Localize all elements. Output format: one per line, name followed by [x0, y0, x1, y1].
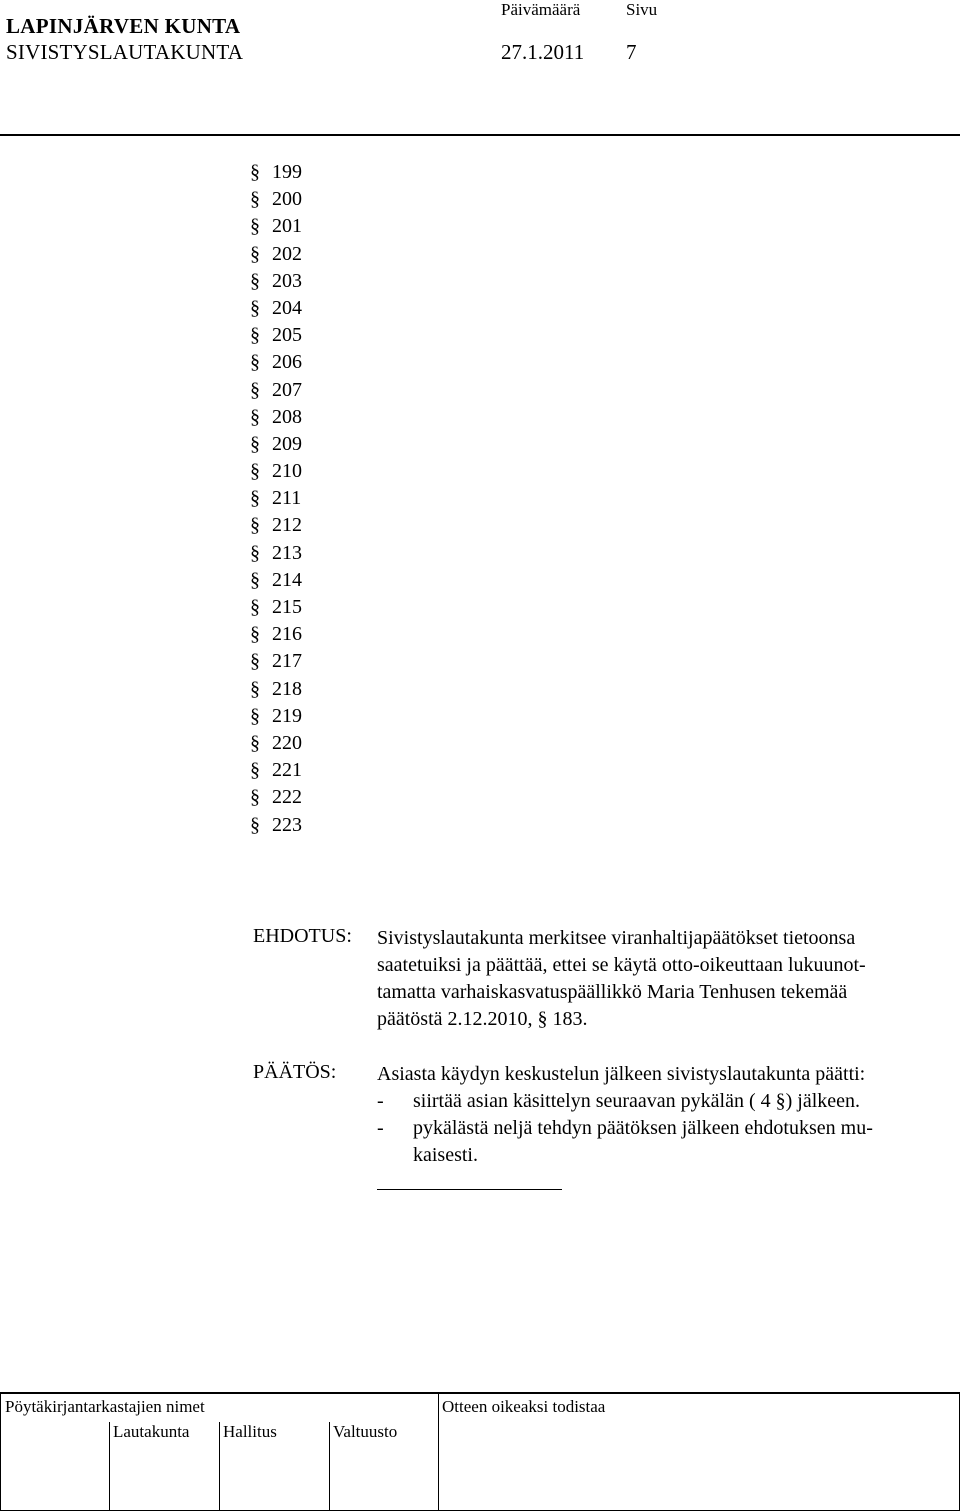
section-symbol: §	[250, 596, 260, 618]
section-number: 216	[272, 623, 302, 646]
section-item	[250, 784, 302, 811]
section-symbol: §	[250, 677, 260, 700]
section-symbol: §	[250, 487, 260, 510]
decision-item-continuation: kaisesti.	[413, 1144, 478, 1166]
section-item	[250, 812, 302, 839]
list-dash: -	[377, 1090, 384, 1112]
section-item	[250, 295, 302, 322]
section-symbol: §	[250, 650, 260, 673]
decision-label: PÄÄTÖS:	[253, 1061, 337, 1083]
section-number: 221	[272, 759, 302, 782]
proposal-line: tamatta varhaiskasvatuspäällikkö Maria Tenhusen tekemää	[377, 981, 848, 1003]
section-item	[250, 703, 302, 730]
proposal-line: päätöstä 2.12.2010, § 183.	[377, 1008, 588, 1030]
section-symbol: §	[250, 161, 260, 183]
section-item	[250, 621, 302, 648]
section-list	[250, 159, 302, 839]
section-item	[250, 404, 302, 431]
section-item	[250, 648, 302, 675]
meeting-date: 27.1.2011	[501, 40, 585, 64]
section-symbol: §	[250, 215, 260, 238]
section-item	[250, 322, 302, 349]
section-number: 210	[272, 460, 302, 483]
signature-footer	[0, 1392, 960, 1511]
section-number: 205	[272, 324, 302, 347]
section-number: 199	[272, 161, 302, 183]
section-number: 217	[272, 650, 302, 673]
footer-cell-divider	[219, 1422, 220, 1510]
section-symbol: §	[250, 786, 260, 809]
section-number: 213	[272, 541, 302, 564]
section-item	[250, 512, 302, 539]
section-symbol: §	[250, 432, 260, 455]
page-number: 7	[626, 40, 637, 64]
section-number: 212	[272, 514, 302, 537]
section-item	[250, 676, 302, 703]
section-symbol: §	[250, 242, 260, 265]
proposal-line: Sivistyslautakunta merkitsee viranhaltijapäätökset tietoonsa	[377, 927, 856, 949]
column-government: Hallitus	[223, 1422, 277, 1441]
end-divider	[377, 1189, 562, 1190]
section-symbol: §	[250, 541, 260, 564]
section-symbol: §	[250, 460, 260, 483]
certify-label: Otteen oikeaksi todistaa	[442, 1397, 606, 1416]
date-label: Päivämäärä	[501, 0, 581, 19]
header-divider	[0, 134, 960, 136]
section-symbol: §	[250, 296, 260, 319]
page-label: Sivu	[626, 0, 658, 19]
decision-item-text: pykälästä neljä tehdyn päätöksen jälkeen ehdotuksen mu-	[413, 1117, 873, 1139]
section-item	[250, 485, 302, 512]
footer-cell-divider	[109, 1422, 110, 1510]
section-symbol: §	[250, 269, 260, 292]
checkers-label: Pöytäkirjantarkastajien nimet	[5, 1397, 205, 1416]
section-number: 218	[272, 677, 302, 700]
section-number: 201	[272, 215, 302, 238]
section-number: 203	[272, 269, 302, 292]
proposal-label: EHDOTUS:	[253, 925, 352, 947]
organization-name: LAPINJÄRVEN KUNTA	[6, 14, 241, 38]
column-board: Lautakunta	[113, 1422, 190, 1441]
section-number: 220	[272, 731, 302, 754]
section-number: 222	[272, 786, 302, 809]
section-number: 215	[272, 596, 302, 618]
section-symbol: §	[250, 188, 260, 211]
section-item	[250, 377, 302, 404]
section-symbol: §	[250, 759, 260, 782]
decision-item	[377, 1115, 873, 1142]
section-item	[250, 757, 302, 784]
section-item	[250, 594, 302, 621]
section-item	[250, 458, 302, 485]
section-number: 206	[272, 351, 302, 374]
section-symbol: §	[250, 731, 260, 754]
section-number: 200	[272, 188, 302, 211]
section-item	[250, 730, 302, 757]
decision-item	[377, 1088, 860, 1115]
section-item	[250, 540, 302, 567]
proposal-line: saatetuiksi ja päättää, ettei se käytä otto-oikeuttaan lukuunot-	[377, 954, 866, 976]
section-symbol: §	[250, 704, 260, 727]
section-item	[250, 431, 302, 458]
section-number: 219	[272, 704, 302, 727]
section-number: 204	[272, 296, 302, 319]
section-symbol: §	[250, 378, 260, 401]
section-symbol: §	[250, 568, 260, 591]
section-symbol: §	[250, 623, 260, 646]
section-number: 208	[272, 405, 302, 428]
list-dash: -	[377, 1117, 384, 1139]
footer-divider	[438, 1394, 439, 1510]
section-symbol: §	[250, 351, 260, 374]
section-item	[250, 213, 302, 240]
section-number: 207	[272, 378, 302, 401]
department-name: SIVISTYSLAUTAKUNTA	[6, 40, 244, 64]
section-number: 223	[272, 813, 302, 836]
section-item	[250, 159, 302, 186]
section-symbol: §	[250, 324, 260, 347]
section-number: 202	[272, 242, 302, 265]
section-symbol: §	[250, 405, 260, 428]
section-number: 211	[272, 487, 302, 510]
decision-item-text: siirtää asian käsittelyn seuraavan pykälän ( 4 §) jälkeen.	[413, 1090, 861, 1112]
decision-intro: Asiasta käydyn keskustelun jälkeen sivistyslautakunta päätti:	[377, 1063, 866, 1085]
section-item	[250, 567, 302, 594]
column-council: Valtuusto	[333, 1422, 398, 1441]
section-item	[250, 186, 302, 213]
proposal-text	[377, 925, 942, 1033]
section-item	[250, 268, 302, 295]
section-symbol: §	[250, 813, 260, 836]
section-item	[250, 349, 302, 376]
section-symbol: §	[250, 514, 260, 537]
section-number: 209	[272, 432, 302, 455]
footer-cell-divider	[329, 1422, 330, 1510]
section-item	[250, 241, 302, 268]
section-number: 214	[272, 568, 302, 591]
